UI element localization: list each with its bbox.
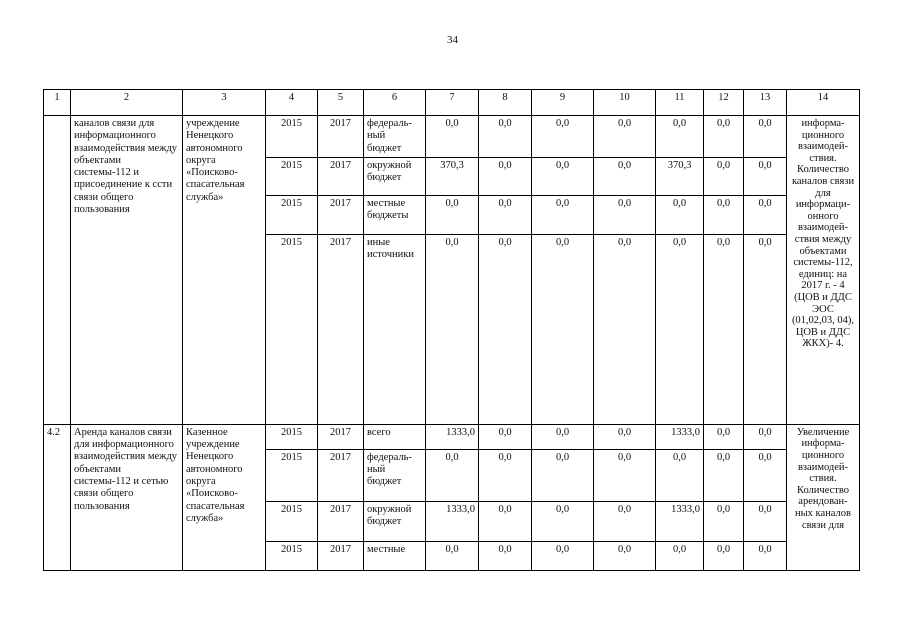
value-cell: 0,0 [594,424,656,449]
funding-source: всего [364,424,426,449]
item-note: Увеличение информа-ционного взаимодей-ствия. Количество арендован-ных каналов связи для [787,424,860,570]
item-name: каналов связи для информационного взаимодействия между объектами системы-112 и присоединение к ссти связи общего пользования [71,116,183,425]
value-cell: 0,0 [426,449,479,501]
col-header: 10 [594,90,656,116]
value-cell: 0,0 [656,195,704,234]
col-header: 9 [532,90,594,116]
value-cell: 0,0 [532,424,594,449]
value-cell: 0,0 [532,157,594,195]
value-cell: 0,0 [426,234,479,424]
value-cell: 0,0 [532,116,594,158]
item-name: Аренда каналов связи для информационного взаимодействия между объектами системы-112 и сетью связи общего пользования [71,424,183,570]
value-cell: 1333,0 [426,501,479,541]
col-header: 1 [44,90,71,116]
col-header: 11 [656,90,704,116]
col-header: 6 [364,90,426,116]
col-header: 14 [787,90,860,116]
col-header: 12 [704,90,744,116]
funding-source: местные бюджеты [364,195,426,234]
year-from: 2015 [266,195,318,234]
value-cell: 0,0 [479,234,532,424]
value-cell: 0,0 [744,449,787,501]
table-row [44,424,860,449]
funding-source: федераль-ный бюджет [364,449,426,501]
col-header: 3 [183,90,266,116]
year-from: 2015 [266,541,318,570]
funding-source: иные источники [364,234,426,424]
value-cell: 0,0 [532,541,594,570]
value-cell: 0,0 [704,234,744,424]
col-header: 4 [266,90,318,116]
value-cell: 0,0 [532,195,594,234]
value-cell: 0,0 [744,195,787,234]
value-cell: 0,0 [594,449,656,501]
header-row [44,90,860,116]
value-cell: 0,0 [704,541,744,570]
value-cell: 0,0 [594,541,656,570]
col-header: 13 [744,90,787,116]
value-cell: 0,0 [479,449,532,501]
value-cell: 0,0 [426,541,479,570]
value-cell: 0,0 [704,449,744,501]
year-from: 2015 [266,157,318,195]
table-row [44,116,860,158]
year-from: 2015 [266,424,318,449]
funding-source: окружной бюджет [364,157,426,195]
value-cell: 0,0 [744,424,787,449]
value-cell: 0,0 [594,234,656,424]
value-cell: 0,0 [744,541,787,570]
budget-table [43,89,860,571]
value-cell: 0,0 [704,157,744,195]
value-cell: 0,0 [594,157,656,195]
year-to: 2017 [318,116,364,158]
col-header: 2 [71,90,183,116]
value-cell: 370,3 [656,157,704,195]
value-cell: 1333,0 [656,501,704,541]
item-number [44,116,71,425]
value-cell: 0,0 [744,501,787,541]
year-to: 2017 [318,424,364,449]
value-cell: 1333,0 [656,424,704,449]
value-cell: 0,0 [532,449,594,501]
year-from: 2015 [266,449,318,501]
value-cell: 0,0 [426,116,479,158]
year-to: 2017 [318,157,364,195]
col-header: 8 [479,90,532,116]
value-cell: 0,0 [426,195,479,234]
value-cell: 0,0 [594,195,656,234]
funding-source: окружной бюджет [364,501,426,541]
year-from: 2015 [266,501,318,541]
value-cell: 0,0 [594,116,656,158]
value-cell: 0,0 [479,501,532,541]
page-number: 34 [447,34,458,46]
value-cell: 0,0 [479,541,532,570]
value-cell: 0,0 [704,116,744,158]
year-to: 2017 [318,234,364,424]
item-executor: Казенное учреждение Ненецкого автономного округа «Поисково-спасательная служба» [183,424,266,570]
year-to: 2017 [318,541,364,570]
value-cell: 0,0 [656,449,704,501]
value-cell: 0,0 [479,195,532,234]
value-cell: 0,0 [532,234,594,424]
year-from: 2015 [266,116,318,158]
value-cell: 0,0 [532,501,594,541]
value-cell: 0,0 [479,157,532,195]
col-header: 5 [318,90,364,116]
value-cell: 0,0 [656,116,704,158]
value-cell: 0,0 [744,157,787,195]
value-cell: 0,0 [594,501,656,541]
year-to: 2017 [318,449,364,501]
value-cell: 1333,0 [426,424,479,449]
item-number: 4.2 [44,424,71,570]
value-cell: 0,0 [744,234,787,424]
value-cell: 0,0 [479,424,532,449]
funding-source: местные [364,541,426,570]
value-cell: 0,0 [656,541,704,570]
value-cell: 0,0 [704,501,744,541]
value-cell: 0,0 [656,234,704,424]
year-to: 2017 [318,501,364,541]
item-executor: учреждение Ненецкого автономного округа «Поисково-спасательная служба» [183,116,266,425]
value-cell: 0,0 [704,424,744,449]
value-cell: 370,3 [426,157,479,195]
col-header: 7 [426,90,479,116]
funding-source: федераль-ный бюджет [364,116,426,158]
year-from: 2015 [266,234,318,424]
value-cell: 0,0 [704,195,744,234]
year-to: 2017 [318,195,364,234]
value-cell: 0,0 [744,116,787,158]
value-cell: 0,0 [479,116,532,158]
item-note: информа-ционного взаимодей-ствия. Количество каналов связи для информаци-онного взаимодей-ствия между объектами системы-112, единиц: на 2017 г. - 4 (ЦОВ и ДДС ЭОС (01,02,03, 04), ЦОВ и ДДС ЖКХ)- 4. [787,116,860,425]
